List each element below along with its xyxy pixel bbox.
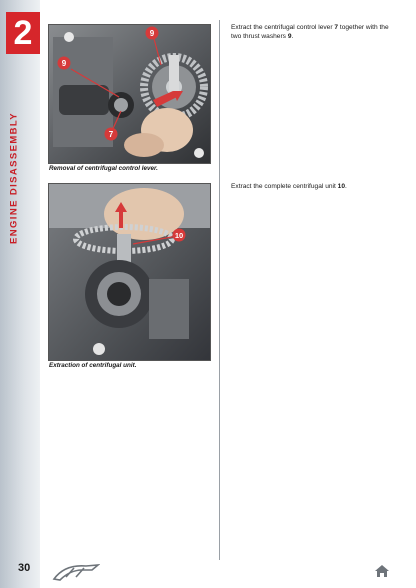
chapter-number: 2 bbox=[6, 12, 40, 54]
column-divider bbox=[219, 20, 220, 560]
svg-text:9: 9 bbox=[149, 29, 155, 38]
callout-7 bbox=[104, 127, 118, 141]
step-2-text: Extract the complete centrifugal unit 10. bbox=[231, 183, 347, 190]
page-number: 30 bbox=[18, 562, 31, 574]
callout-9-top bbox=[145, 26, 159, 40]
side-band bbox=[0, 0, 40, 588]
figure-1-photo bbox=[48, 24, 211, 164]
section-title: ENGINE DISASSEMBLY bbox=[8, 111, 20, 245]
brand-logo bbox=[52, 562, 100, 582]
svg-text:7: 7 bbox=[108, 130, 114, 139]
callout-10 bbox=[172, 228, 186, 242]
home-icon[interactable] bbox=[374, 564, 390, 578]
figure-2-photo bbox=[48, 183, 211, 361]
callout-9-left bbox=[57, 56, 71, 70]
svg-text:9: 9 bbox=[61, 59, 67, 68]
figure-1-caption: Removal of centrifugal control lever. bbox=[49, 165, 158, 172]
step-1-text: Extract the centrifugal control lever 7 together with the two thrust washers 9. bbox=[231, 24, 389, 40]
figure-2-caption: Extraction of centrifugal unit. bbox=[49, 362, 137, 369]
svg-text:10: 10 bbox=[174, 231, 184, 240]
